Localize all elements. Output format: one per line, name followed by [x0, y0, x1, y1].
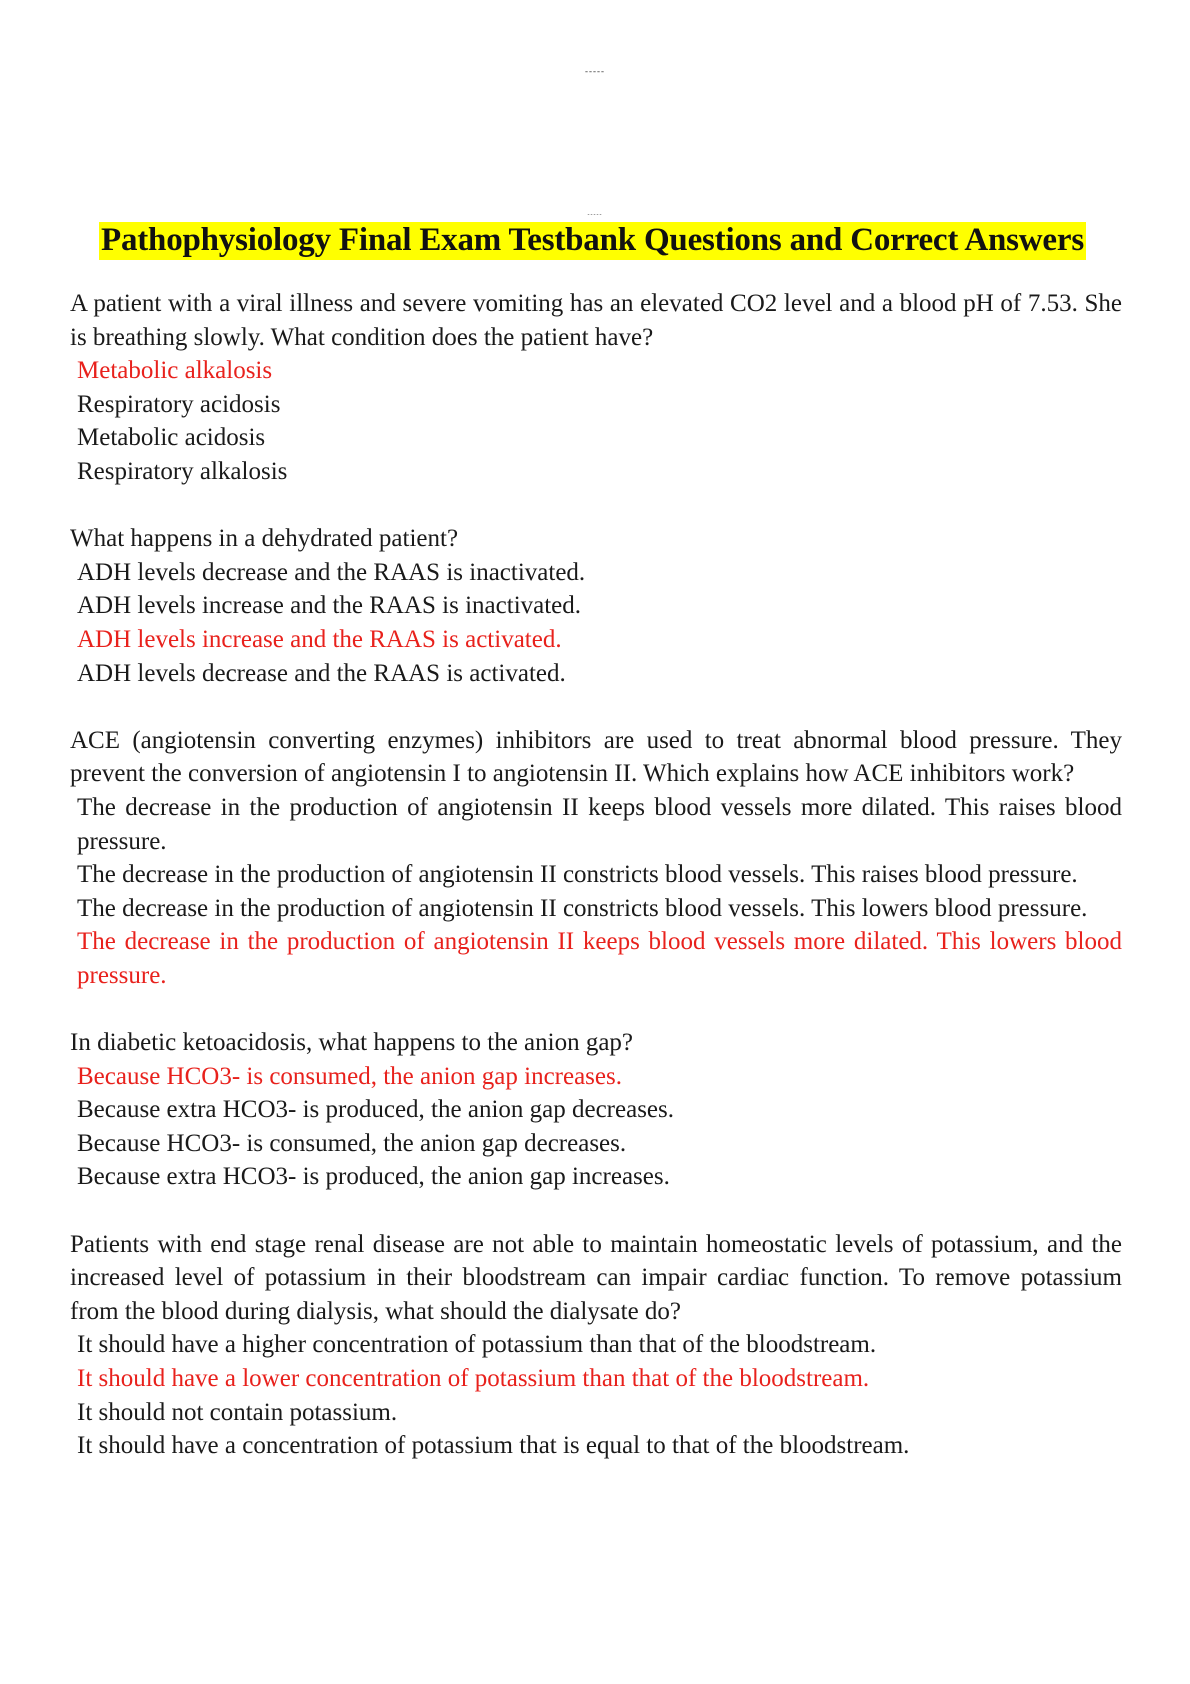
answer-option: Respiratory alkalosis — [77, 457, 288, 485]
answer-option: ADH levels decrease and the RAAS is inactivated. — [77, 558, 586, 586]
answer-option: Because extra HCO3- is produced, the anion gap decreases. — [77, 1096, 674, 1124]
answer-option: It should have a higher concentration of potassium than that of the bloodstream. — [77, 1331, 877, 1359]
title-mark: ----- — [587, 212, 603, 218]
answer-option: The decrease in the production of angiotensin II keeps blood vessels more dilated. This raises blood pressure. — [77, 793, 1122, 855]
question-block — [70, 1026, 1122, 1194]
answer-option: Metabolic alkalosis — [77, 357, 273, 385]
question-text: A patient with a viral illness and severe vomiting has an elevated CO2 level and a blood pH of 7.53. She is breathing slowly. What condition does the patient have? — [70, 290, 1122, 351]
answer-option: Metabolic acidosis — [77, 424, 266, 452]
question-block — [70, 522, 1122, 690]
question-list — [70, 287, 1122, 1496]
page-title — [99, 218, 1086, 262]
question-block — [70, 287, 1122, 489]
answer-option: ADH levels increase and the RAAS is activated. — [77, 625, 562, 653]
question-block — [70, 1228, 1122, 1463]
answer-options — [70, 791, 1122, 993]
answer-option: ADH levels increase and the RAAS is inactivated. — [77, 592, 582, 620]
question-block — [70, 724, 1122, 993]
question-text: Patients with end stage renal disease are not able to maintain homeostatic levels of potassium, and the increased level of potassium in their bloodstream can impair cardiac function. To remove potassium from the blood during dialysis, what should the dialysate do? — [70, 1230, 1122, 1325]
answer-option: The decrease in the production of angiotensin II keeps blood vessels more dilated. This lowers blood pressure. — [77, 928, 1122, 989]
header-mark: ----- — [585, 66, 605, 76]
title-highlight: Pathophysiology Final Exam Testbank Questions and Correct Answers — [101, 222, 1084, 258]
answer-option: It should have a lower concentration of potassium than that of the bloodstream. — [77, 1365, 870, 1392]
answer-options — [70, 354, 1122, 488]
answer-option: It should have a concentration of potassium that is equal to that of the bloodstream. — [77, 1432, 910, 1460]
answer-options — [70, 1060, 1122, 1194]
answer-options — [70, 556, 1122, 690]
answer-option: The decrease in the production of angiotensin II constricts blood vessels. This lowers blood pressure. — [77, 894, 1088, 922]
answer-option: ADH levels decrease and the RAAS is activated. — [77, 659, 566, 687]
answer-option: Because extra HCO3- is produced, the anion gap increases. — [77, 1163, 670, 1191]
answer-option: The decrease in the production of angiotensin II constricts blood vessels. This raises blood pressure. — [77, 861, 1078, 889]
answer-option: Respiratory acidosis — [77, 390, 281, 418]
answer-options — [70, 1328, 1122, 1462]
question-text: ACE (angiotensin converting enzymes) inhibitors are used to treat abnormal blood pressure. They prevent the conversion of angiotensin I to angiotensin II. Which explains how ACE inhibitors work? — [70, 726, 1122, 788]
answer-option: Because HCO3- is consumed, the anion gap increases. — [77, 1062, 622, 1090]
answer-option: It should not contain potassium. — [77, 1398, 398, 1426]
question-text: What happens in a dehydrated patient? — [70, 525, 459, 553]
answer-option: Because HCO3- is consumed, the anion gap decreases. — [77, 1129, 627, 1157]
question-text: In diabetic ketoacidosis, what happens to the anion gap? — [70, 1029, 634, 1057]
